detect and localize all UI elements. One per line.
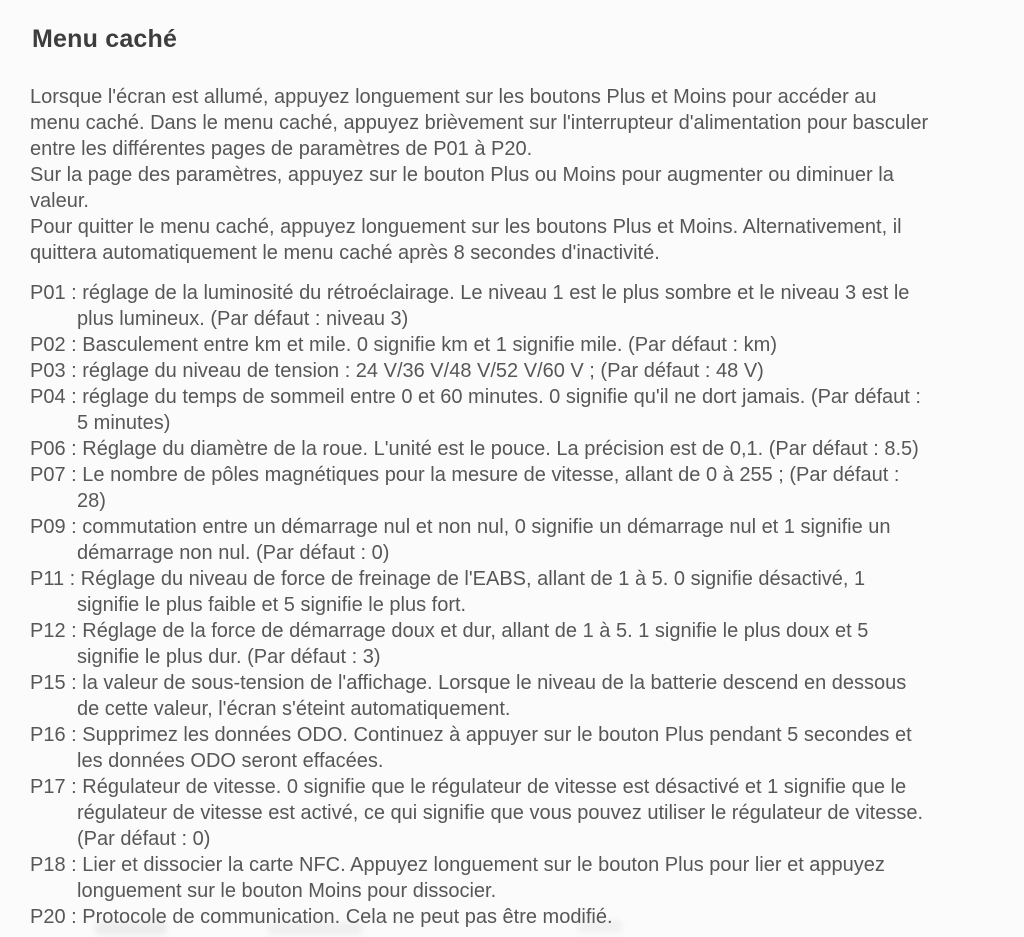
intro-paragraph: Lorsque l'écran est allumé, appuyez longuement sur les boutons Plus et Moins pour accéder au menu caché. Dans le menu caché, appuyez brièvement sur l'interrupteur d'alimentation pour basculer entre les différentes pages de paramètres de P01 à P20.	[30, 86, 929, 160]
parameter-id: P15	[30, 672, 66, 694]
parameter-item	[30, 514, 930, 566]
parameter-item	[30, 774, 930, 852]
parameter-separator: :	[65, 360, 83, 382]
parameter-id: P06	[30, 438, 66, 460]
parameter-id: P20	[30, 906, 66, 928]
parameter-separator: :	[65, 854, 83, 876]
parameter-text: Régulateur de vitesse. 0 signifie que le régulateur de vitesse est désactivé et 1 signifie que le régulateur de vitesse est activé, ce qui signifie que vous pouvez utiliser le régulateur de vitesse. (Par défaut : 0)	[77, 776, 924, 850]
parameter-text: réglage du niveau de tension : 24 V/36 V/48 V/52 V/60 V ; (Par défaut : 48 V)	[82, 360, 764, 382]
parameter-id: P02	[30, 334, 66, 356]
parameter-list	[30, 280, 930, 930]
parameter-item	[30, 436, 930, 462]
parameter-id: P03	[30, 360, 66, 382]
intro-section	[30, 84, 930, 266]
parameter-id: P04	[30, 386, 66, 408]
parameter-text: réglage du temps de sommeil entre 0 et 60 minutes. 0 signifie qu'il ne dort jamais. (Par défaut : 5 minutes)	[77, 386, 921, 434]
parameter-item	[30, 384, 930, 436]
parameter-text: Supprimez les données ODO. Continuez à appuyer sur le bouton Plus pendant 5 secondes et les données ODO seront effacées.	[77, 724, 912, 772]
cutoff-content-smudge	[95, 922, 167, 935]
parameter-separator: :	[65, 776, 83, 798]
parameter-id: P12	[30, 620, 66, 642]
parameter-separator: :	[65, 334, 83, 356]
parameter-id: P16	[30, 724, 66, 746]
parameter-separator: :	[65, 438, 83, 460]
parameter-text: Réglage du diamètre de la roue. L'unité est le pouce. La précision est de 0,1. (Par défaut : 8.5)	[82, 438, 919, 460]
parameter-item	[30, 358, 930, 384]
cutoff-content-smudge	[268, 922, 363, 935]
parameter-text: Réglage de la force de démarrage doux et dur, allant de 1 à 5. 1 signifie le plus doux et 5 signifie le plus dur. (Par défaut : 3)	[77, 620, 869, 668]
page-title: Menu caché	[32, 25, 178, 53]
parameter-id: P09	[30, 516, 66, 538]
parameter-separator: :	[65, 282, 83, 304]
parameter-id: P18	[30, 854, 66, 876]
intro-paragraph: Sur la page des paramètres, appuyez sur le bouton Plus ou Moins pour augmenter ou diminuer la valeur.	[30, 164, 894, 212]
parameter-separator: :	[65, 672, 83, 694]
parameter-item	[30, 462, 930, 514]
parameter-separator: :	[65, 464, 83, 486]
parameter-item	[30, 670, 930, 722]
parameter-item	[30, 852, 930, 904]
parameter-id: P11	[30, 568, 65, 590]
parameter-item	[30, 280, 930, 332]
intro-paragraph: Pour quitter le menu caché, appuyez longuement sur les boutons Plus et Moins. Alternativement, il quittera automatiquement le menu caché après 8 secondes d'inactivité.	[30, 216, 902, 264]
parameter-text: Basculement entre km et mile. 0 signifie km et 1 signifie mile. (Par défaut : km)	[82, 334, 777, 356]
parameter-text: Réglage du niveau de force de freinage de l'EABS, allant de 1 à 5. 0 signifie désactivé, 1 signifie le plus faible et 5 signifie le plus fort.	[77, 568, 866, 616]
parameter-id: P01	[30, 282, 66, 304]
parameter-separator: :	[65, 620, 83, 642]
parameter-text: réglage de la luminosité du rétroéclairage. Le niveau 1 est le plus sombre et le niveau 3 est le plus lumineux. (Par défaut : niveau 3)	[77, 282, 910, 330]
parameter-text: Lier et dissocier la carte NFC. Appuyez longuement sur le bouton Plus pour lier et appuyez longuement sur le bouton Moins pour dissocier.	[77, 854, 885, 902]
parameter-text: Protocole de communication. Cela ne peut pas être modifié.	[82, 906, 613, 928]
cutoff-content-smudge	[578, 920, 622, 933]
parameter-separator: :	[65, 386, 83, 408]
parameter-separator: :	[65, 906, 83, 928]
parameter-text: la valeur de sous-tension de l'affichage. Lorsque le niveau de la batterie descend en dessous de cette valeur, l'écran s'éteint automatiquement.	[77, 672, 907, 720]
parameter-item	[30, 722, 930, 774]
parameter-item	[30, 566, 930, 618]
parameter-id: P07	[30, 464, 66, 486]
parameter-item	[30, 618, 930, 670]
parameter-text: commutation entre un démarrage nul et non nul, 0 signifie un démarrage nul et 1 signifie un démarrage non nul. (Par défaut : 0)	[77, 516, 891, 564]
parameter-id: P17	[30, 776, 66, 798]
parameter-text: Le nombre de pôles magnétiques pour la mesure de vitesse, allant de 0 à 255 ; (Par défaut : 28)	[77, 464, 900, 512]
parameter-separator: :	[65, 516, 83, 538]
parameter-separator: :	[65, 724, 83, 746]
parameter-separator: :	[64, 568, 81, 590]
parameter-item	[30, 332, 930, 358]
